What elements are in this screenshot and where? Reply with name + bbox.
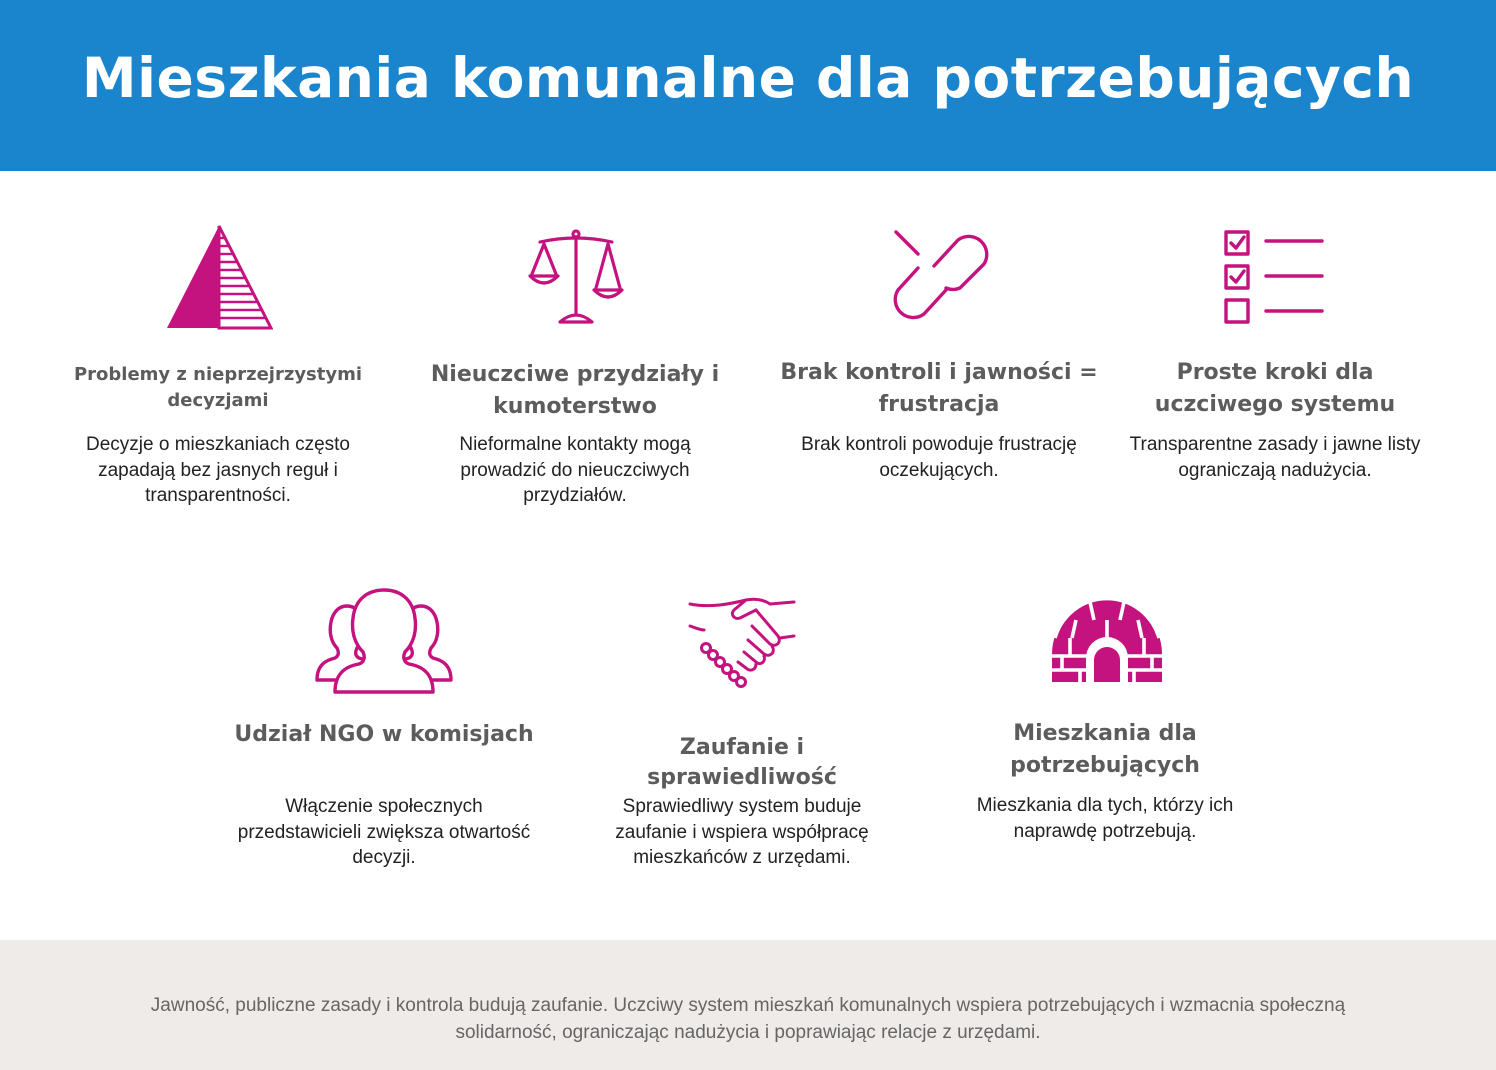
- header-banner: [0, 0, 1496, 171]
- footer-text: Jawność, publiczne zasady i kontrola budują zaufanie. Uczciwy system mieszkań komunalnych wspiera potrzebujących i wzmacnia społeczną solidarność, ograniczając nadużycia i poprawiając relacje z urzędami.: [150, 995, 1346, 1043]
- footer-panel: [0, 940, 1496, 1070]
- group-icon: [313, 586, 455, 694]
- card-desc-housing: Mieszkania dla tych, którzy ich naprawdę potrzebują.: [976, 795, 1234, 842]
- card-title-unfair: Nieuczciwe przydziały i kumoterstwo: [430, 362, 720, 419]
- card-desc-control: Brak kontroli powoduje frustrację oczekujących.: [801, 434, 1077, 481]
- igloo-icon: [1050, 598, 1164, 684]
- card-desc-ngo: Włączenie społecznych przedstawicieli zwiększa otwartość decyzji.: [237, 796, 531, 868]
- card-desc-trust: Sprawiedliwy system buduje zaufanie i wspiera współpracę mieszkańców z urzędami.: [615, 796, 869, 868]
- page-title: Mieszkania komunalne dla potrzebujących: [81, 45, 1415, 110]
- card-desc-steps: Transparentne zasady i jawne listy ograniczają nadużycia.: [1129, 434, 1421, 481]
- card-desc-unfair: Nieformalne kontakty mogą prowadzić do nieuczciwych przydziałów.: [459, 434, 691, 506]
- handshake-icon: [686, 596, 798, 690]
- card-title-control: Brak kontroli i jawności = frustracja: [780, 360, 1098, 417]
- card-title-problems: Problemy z nieprzejrzystymi decyzjami: [73, 364, 363, 411]
- card-title-housing: Mieszkania dla potrzebujących: [1010, 721, 1200, 778]
- card-title-ngo: Udział NGO w komisjach: [234, 722, 534, 747]
- checklist-icon: [1222, 228, 1326, 328]
- scales-icon: [526, 228, 626, 328]
- pyramid-icon: [165, 224, 273, 330]
- broken-link-icon: [888, 226, 996, 330]
- card-title-steps: Proste kroki dla uczciwego systemu: [1154, 360, 1396, 417]
- card-desc-problems: Decyzje o mieszkaniach często zapadają bez jasnych reguł i transparentności.: [86, 434, 350, 506]
- card-title-trust: Zaufanie i sprawiedliwość: [647, 735, 837, 790]
